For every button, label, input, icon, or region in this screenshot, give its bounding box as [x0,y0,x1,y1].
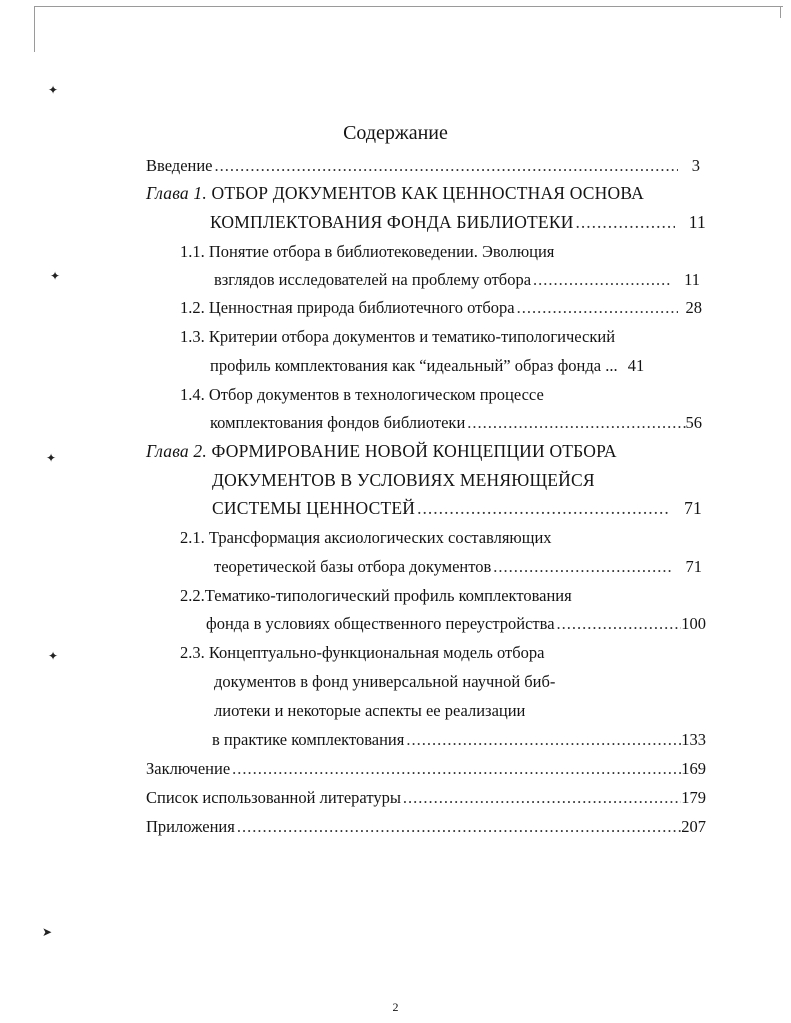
toc-page: 100 [681,614,706,633]
toc-leader [493,557,671,577]
toc-leader [215,156,678,176]
toc-page: 11 [688,212,706,232]
toc-label: в практике комплектования [212,730,405,749]
toc-page: 71 [685,557,702,576]
toc-page: 179 [681,788,706,807]
toc-entry-conclusion [146,759,706,779]
toc-section-1-4-line1: 1.4. Отбор документов в технологическом процессе [180,385,544,404]
page-number: 2 [392,1000,399,1014]
toc-page: 3 [691,156,700,175]
chapter-title: ОТБОР ДОКУМЕНТОВ КАК ЦЕННОСТНАЯ ОСНОВА [211,183,644,203]
toc-entry-references [146,788,706,808]
chapter-prefix: Глава 2. [146,441,207,461]
toc-label: Заключение [146,759,231,778]
toc-page: 56 [685,413,702,432]
chapter-title: ФОРМИРОВАНИЕ НОВОЙ КОНЦЕПЦИИ ОТБОРА [211,441,617,461]
toc-label: комплектования фондов библиотеки [210,413,466,432]
scan-speck-icon: ✦ [48,649,59,663]
scan-speck-icon: ✦ [46,451,57,465]
toc-leader [232,759,681,779]
toc-leader [417,498,670,519]
toc-leader [576,212,675,233]
toc-section-2-3-line2: документов в фонд универсальной научной биб- [214,672,556,691]
toc-section-2-3-line1: 2.3. Концептуально-функциональная модель отбора [180,643,545,662]
toc-leader [517,298,678,318]
toc-label: профиль комплектования как “идеальный” образ фонда ... [210,356,618,375]
toc-label: фонда в условиях общественного переустройства [206,614,555,633]
toc-page: 133 [681,730,706,749]
toc-section-2-3-line4 [212,730,706,750]
toc-section-2-1-line1: 2.1. Трансформация аксиологических составляющих [180,528,552,547]
scan-speck-icon: ✦ [48,83,59,97]
toc-chapter-1-line1 [146,183,644,204]
toc-label: теоретической базы отбора документов [214,557,492,576]
toc-leader [557,614,682,634]
toc-leader [403,788,681,808]
toc-section-1-3-line1: 1.3. Критерии отбора документов и тематико-типологический [180,327,616,346]
scan-speck-icon: ➤ [42,925,53,939]
chapter-title-cont: СИСТЕМЫ ЦЕННОСТЕЙ [212,498,416,518]
toc-entry-introduction [146,156,700,176]
toc-label: Приложения [146,817,235,836]
toc-chapter-2-line2: ДОКУМЕНТОВ В УСЛОВИЯХ МЕНЯЮЩЕЙСЯ [212,470,595,490]
toc-page: 71 [684,498,702,518]
chapter-title-cont: КОМПЛЕКТОВАНИЯ ФОНДА БИБЛИОТЕКИ [210,212,574,232]
page-title: Содержание [343,122,448,144]
toc-section-2-2-line1: 2.2.Тематико-типологический профиль комплектования [180,586,572,605]
scan-border-right [780,6,781,18]
toc-chapter-1-line2 [210,212,706,233]
toc-section-2-3-line3: лиотеки и некоторые аспекты ее реализации [214,701,526,720]
toc-label: 1.2. Ценностная природа библиотечного отбора [180,298,515,317]
toc-section-1-2 [180,298,702,318]
toc-page: 169 [681,759,706,778]
toc-label: взглядов исследователей на проблему отбора [214,270,532,289]
toc-section-2-2-line2 [206,614,706,634]
toc-page: 207 [681,817,706,836]
toc-section-1-1-line1: 1.1. Понятие отбора в библиотековедении. Эволюция [180,242,555,261]
toc-page: 41 [627,356,645,375]
toc-section-1-1-line2 [214,270,700,290]
toc-leader [467,413,685,433]
toc-chapter-2-line1 [146,441,617,462]
toc-page: 11 [684,270,700,289]
toc-section-1-3-line2 [210,356,644,376]
toc-label: Список использованной литературы [146,788,401,807]
toc-section-2-1-line2 [214,557,702,577]
toc-label: Введение [146,156,213,175]
chapter-prefix: Глава 1. [146,183,207,203]
toc-chapter-2-line3 [212,498,702,519]
toc-section-1-4-line2 [210,413,702,433]
toc-leader [533,270,670,290]
scan-speck-icon: ✦ [50,269,61,283]
toc-leader [406,730,681,750]
toc-leader [237,817,681,837]
toc-page: 28 [685,298,702,317]
scan-border-top [34,6,783,7]
toc-entry-appendix [146,817,706,837]
scan-border-left [34,6,35,52]
